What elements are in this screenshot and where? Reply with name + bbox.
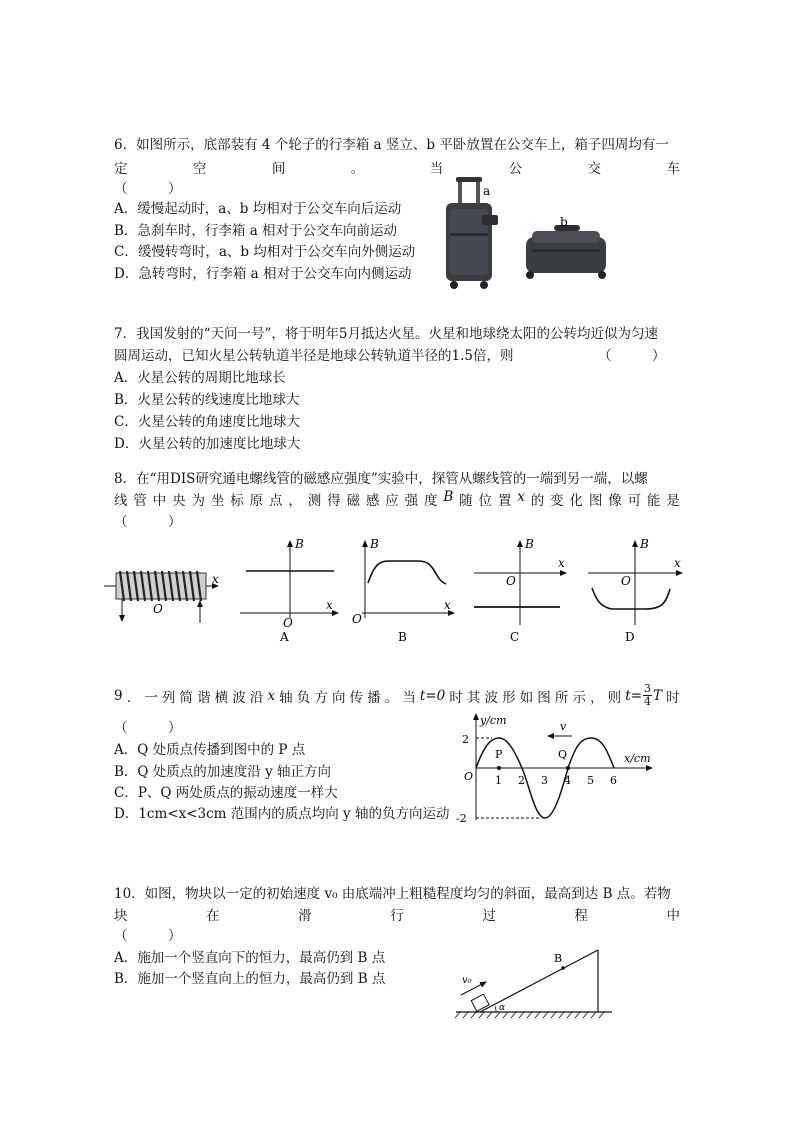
q7-stem: 7．我国发射的“天问一号”，将于明年5月抵达火星。火星和地球绕太阳的公转均近似为匀速 <box>114 326 658 342</box>
x-tick-4: 4 <box>564 774 571 787</box>
label-a: a <box>483 184 491 198</box>
point-q <box>566 766 570 770</box>
x-tick-6: 6 <box>610 774 617 787</box>
q10-option-b[interactable]: B．施加一个竖直向上的恒力，最高仍到 B 点 <box>114 971 386 987</box>
q6-option-b[interactable]: B．急刹车时，行李箱 a 相对于公交车向前运动 <box>114 223 398 239</box>
q10-stem: 10．如图，物块以一定的初始速度 v₀ 由底端冲上粗糙程度均匀的斜面，最高到达 B 点。若物 <box>114 886 671 902</box>
x-tick-2: 2 <box>518 774 525 787</box>
graph-d-x-label: x <box>674 556 681 570</box>
graph-a-origin: O <box>283 616 293 630</box>
q9-option-d[interactable]: D．1cm<x<3cm 范围内的质点均向 y 轴的负方向运动 <box>114 806 450 822</box>
label-b: b <box>560 215 568 229</box>
q8-answer-bracket: （ ） <box>114 514 182 530</box>
q7-option-b[interactable]: B．火星公转的线速度比地球大 <box>114 392 300 408</box>
q10-answer-bracket: （ ） <box>114 928 182 944</box>
suitcase-b-icon <box>526 225 606 279</box>
q8-figure <box>100 533 700 648</box>
p-label: P <box>495 748 503 761</box>
q9-answer-bracket: （ ） <box>114 720 182 736</box>
q9-time-expr: t= $\frac{3}{4}$ T <box>625 682 663 708</box>
q9-wave-graph <box>452 710 662 830</box>
q9-option-b[interactable]: B．Q 处质点的加速度沿 y 轴正方向 <box>114 764 331 780</box>
y-tick-neg2: -2 <box>456 812 467 825</box>
graph-c[interactable] <box>474 537 566 644</box>
graph-b[interactable] <box>352 537 454 644</box>
b-label: B <box>554 952 563 965</box>
graph-d-b-label: B <box>640 537 649 551</box>
graph-d-origin: O <box>621 574 631 588</box>
graph-b-origin: O <box>352 612 362 626</box>
q6-luggage-figure <box>436 175 616 295</box>
point-p <box>497 766 501 770</box>
q7-answer-bracket: （ ） <box>598 348 666 364</box>
q6-stem: 6．如图所示，底部装有 4 个轮子的行李箱 a 竖立、b 平卧放置在公交车上，箱子四周均有一 <box>114 137 669 153</box>
point-b <box>561 966 565 970</box>
q7-stem-line2: 圆周运动，已知火星公转轨道半径是地球公转轨道半径的1.5倍，则 <box>114 348 514 364</box>
v-label: v <box>560 720 567 733</box>
y-axis-label: y/cm <box>480 714 507 727</box>
q9-option-a[interactable]: A．Q 处质点传播到图中的 P 点 <box>114 742 306 758</box>
q7-option-a[interactable]: A．火星公转的周期比地球长 <box>114 370 286 386</box>
solenoid-origin: O <box>153 602 163 616</box>
graph-d[interactable] <box>588 537 682 644</box>
q6-option-d[interactable]: D．急转弯时，行李箱 a 相对于公交车向内侧运动 <box>114 266 412 282</box>
graph-a-x-label: x <box>326 598 333 612</box>
q10-incline-figure <box>452 940 622 1025</box>
q10-stem-line2: 块 在 滑 行 过 程 中 <box>114 908 680 924</box>
q8-stem: 8．在“用DIS研究通电螺线管的磁感应强度”实验中，探管从螺线管的一端到另一端，以螺 <box>114 471 648 487</box>
v0-label: v₀ <box>462 975 472 986</box>
solenoid-x-label: x <box>212 572 219 586</box>
x-axis-label: x/cm <box>624 752 651 765</box>
suitcase-a-icon <box>446 177 498 289</box>
graph-a[interactable] <box>240 537 338 644</box>
y-tick-2: 2 <box>462 733 469 746</box>
q9-stem: 9 ． 一 列 简 谐 横 波 沿 x 轴 负 方 向 传 播 。 当 t=0 时 其 波 形 如 图 所 示 ， 则 t= $\frac{3}{4}$ T 时 <box>114 682 680 708</box>
x-tick-1: 1 <box>495 774 502 787</box>
q-label: Q <box>558 748 568 761</box>
graph-a-b-label: B <box>295 537 304 551</box>
graph-a-label: A <box>280 630 289 644</box>
q6-option-c[interactable]: C．缓慢转弯时，a、b 均相对于公交车向外侧运动 <box>114 244 416 260</box>
q9-option-c[interactable]: C．P、Q 两处质点的振动速度一样大 <box>114 785 338 801</box>
incline-surface <box>480 950 598 1012</box>
q7-option-d[interactable]: D．火星公转的加速度比地球大 <box>114 436 301 452</box>
graph-b-x-label: x <box>444 598 451 612</box>
q6-stem-line2: 定 空 间 。 当 公 交 车 <box>114 161 680 177</box>
q8-stem-line2: 线 管 中 央 为 坐 标 原 点 ， 测 得 磁 感 应 强 度 B 随 位 置 x 的 变 化 图 像 可 能 是 <box>114 489 680 509</box>
graph-b-label: B <box>398 630 407 644</box>
q7-option-c[interactable]: C．火星公转的角速度比地球大 <box>114 414 300 430</box>
graph-d-label: D <box>625 630 635 644</box>
q6-answer-bracket: （ ） <box>114 181 182 197</box>
x-tick-5: 5 <box>587 774 594 787</box>
graph-c-origin: O <box>506 574 516 588</box>
x-tick-3: 3 <box>541 774 548 787</box>
graph-c-x-label: x <box>558 556 565 570</box>
alpha-label: α <box>499 1003 506 1013</box>
q9-fraction: $\frac{3}{4}$ <box>644 682 652 708</box>
origin-label: O <box>464 770 474 783</box>
graph-b-b-label: B <box>370 537 379 551</box>
q10-option-a[interactable]: A．施加一个竖直向下的恒力，最高仍到 B 点 <box>114 950 386 966</box>
graph-c-b-label: B <box>525 537 534 551</box>
graph-c-label: C <box>510 630 520 644</box>
q6-option-a[interactable]: A．缓慢起动时，a、b 均相对于公交车向后运动 <box>114 201 402 217</box>
